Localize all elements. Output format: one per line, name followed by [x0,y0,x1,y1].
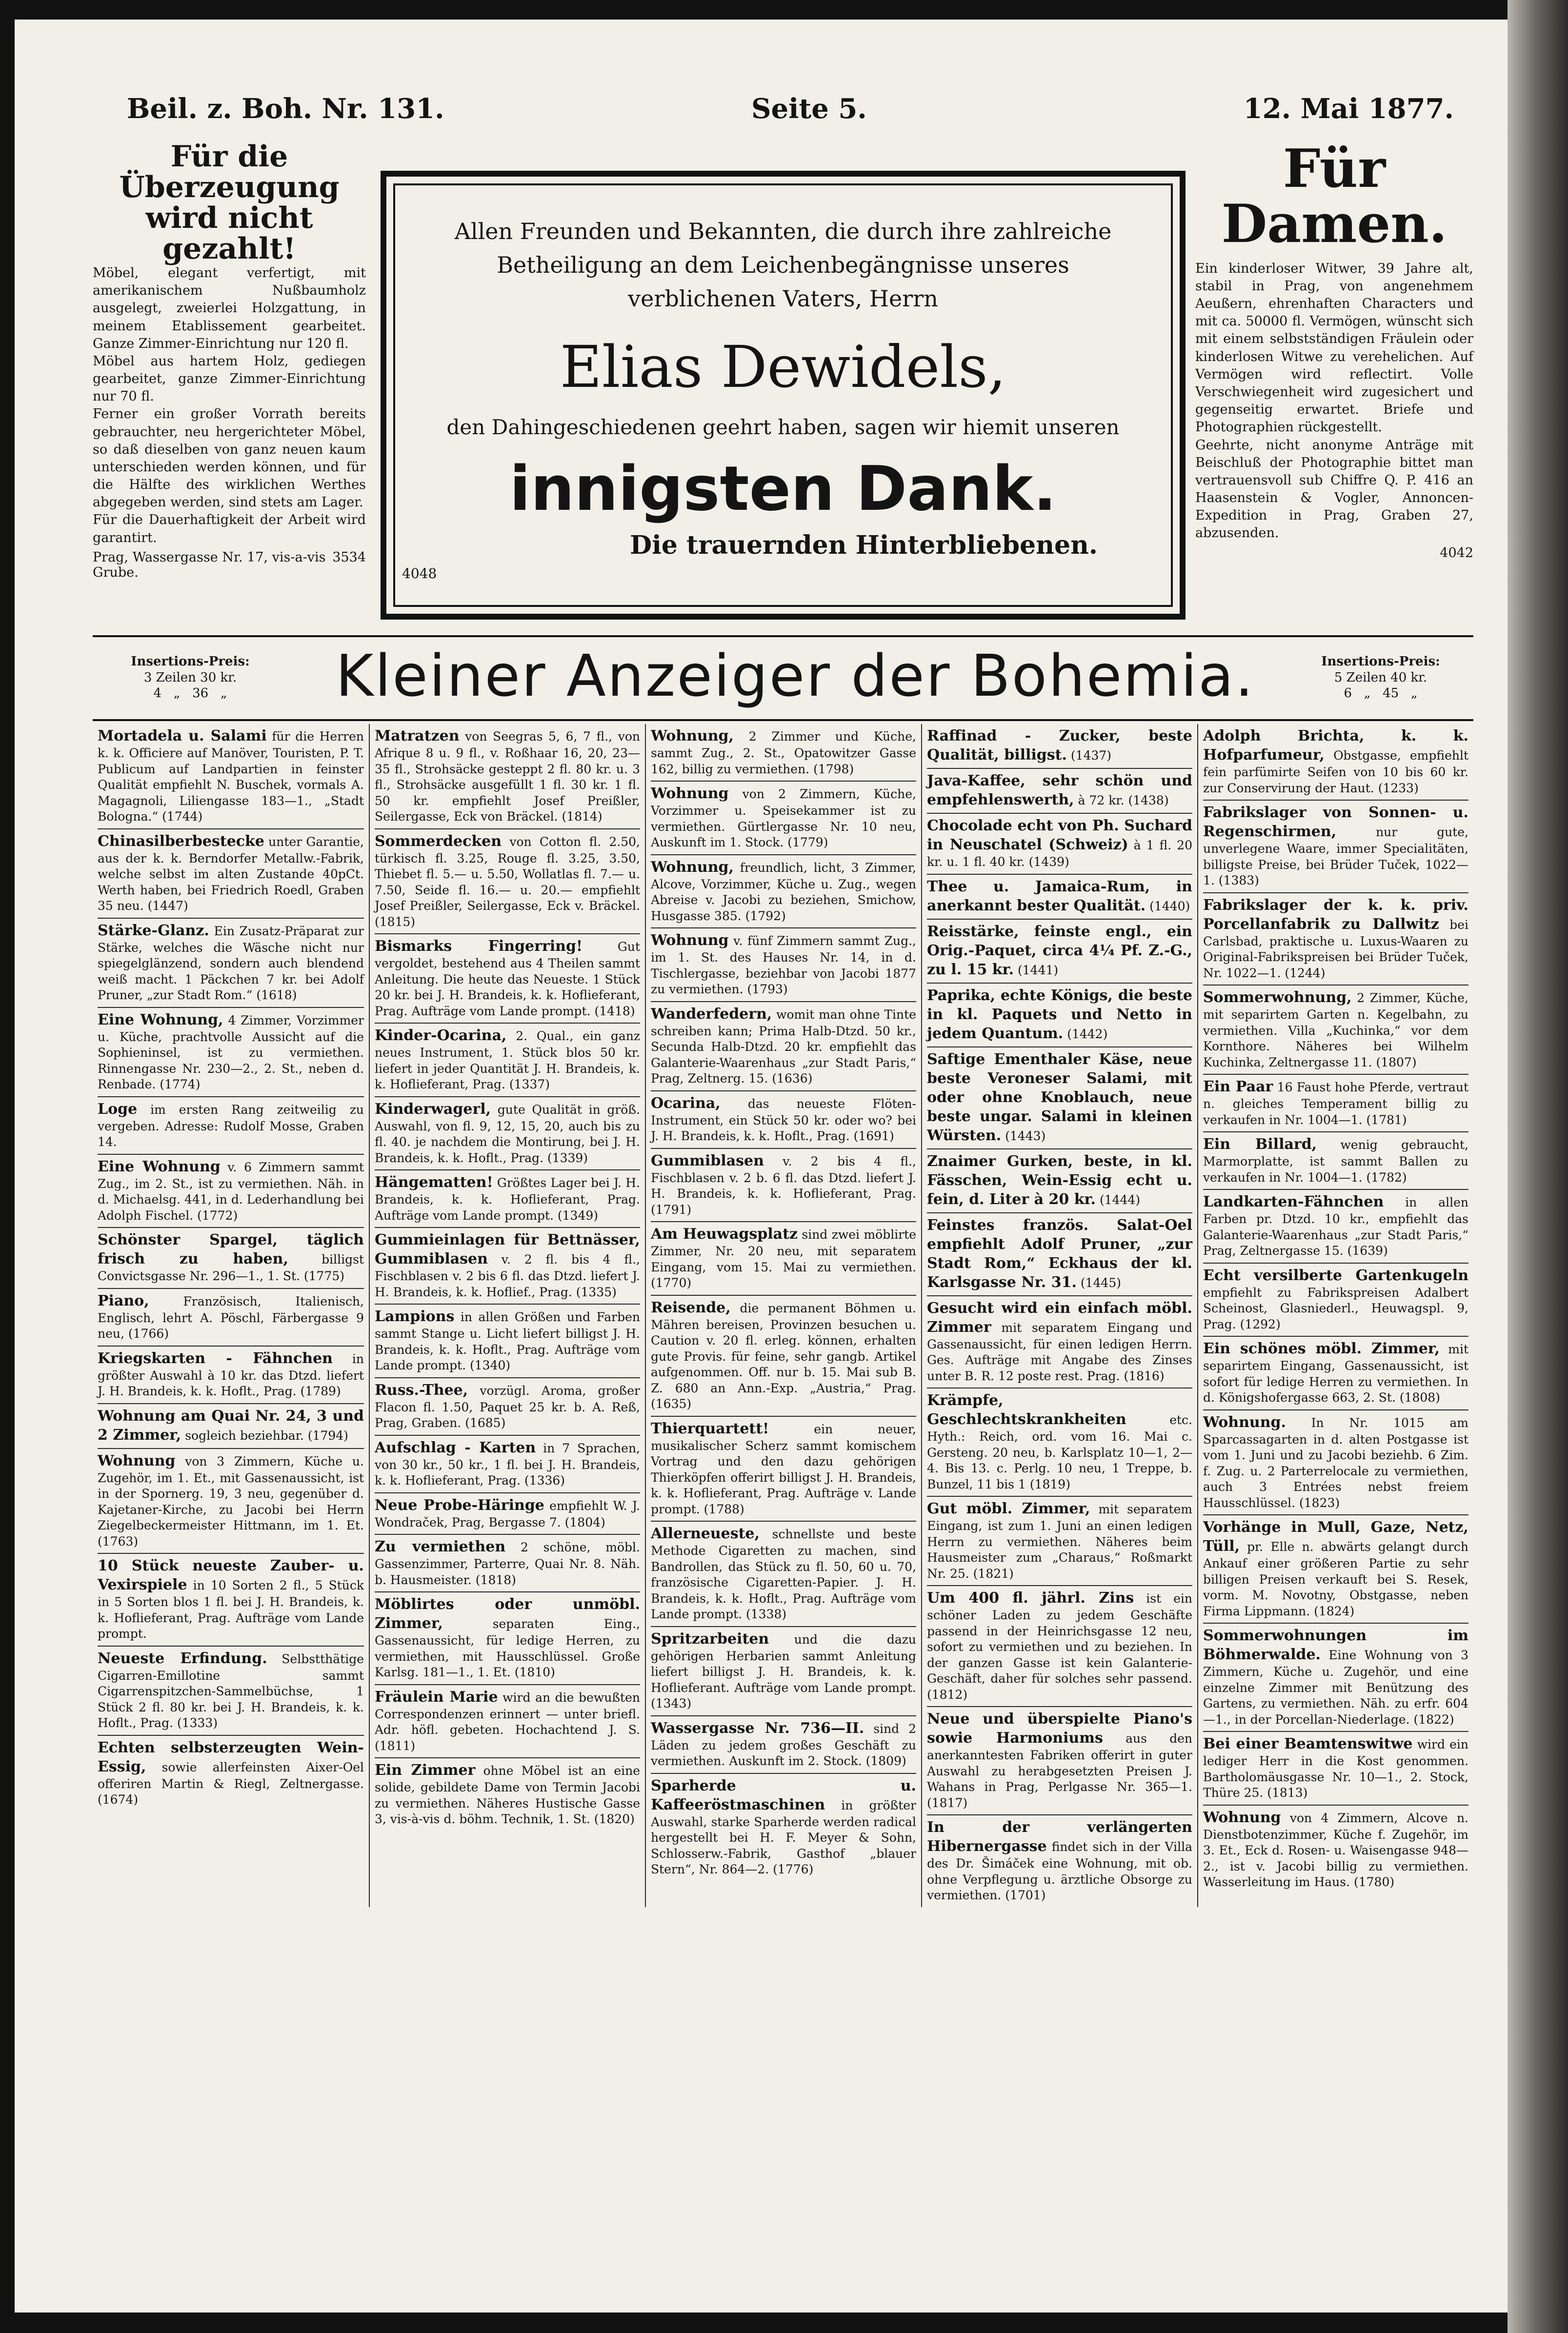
classified-ad [651,1149,916,1223]
ad-keyword: Ocarina, [651,1094,721,1112]
classified-ad [927,769,1192,814]
ad-text: wird an die bewußten Correspondenzen erinnert — unter briefl. Adr. höfl. gebeten. Hochachtend J. S. (1811) [375,1690,640,1753]
furniture-ad-code: 3534 [332,549,366,565]
ad-keyword: Chocolade echt von Ph. Suchard in Neuschatel (Schweiz) [927,817,1192,853]
section-rule-top [93,635,1473,637]
classified-ad [1203,985,1468,1075]
ad-keyword: Hängematten! [375,1174,493,1191]
ad-text: für die Herren k. k. Officiere auf Manöver, Touristen, P. T. Publicum auf Landpartien in feinster Qualität empfiehlt N. Buschek, vormals A. Magagnoli, Liliengasse 183—1., „Stadt Bologna.“ (1744) [98,729,364,824]
ad-keyword: Znaimer Gurken, beste, in kl. Fässchen, Wein-Essig echt u. fein, d. Liter à 20 kr. [927,1152,1192,1208]
ladies-ad-code: 4042 [1440,545,1473,561]
furniture-ad-heading: Für die Überzeugung wird nicht gezahlt! [119,140,340,266]
ad-text: von Cotton fl. 2.50, türkisch fl. 3.25, Rouge fl. 3.25, 3.50, Thiebet fl. 5.— u. 5.50, Wollatlas fl. 7.— u. 7.50, Seide fl. 16.— u. 20.— empfiehlt Josef Preißler, Seilergasse, Eck v. Bräckel. (1815) [375,834,640,929]
ad-text: v. 6 Zimmern sammt Zug., im 2. St., ist zu vermiethen. Näh. in d. Michaelsg. 441, in d. Lederhandlung bei Adolph Fischel. (1772) [98,1160,364,1223]
ad-keyword: Thierquartett! [651,1420,769,1437]
ad-keyword: Bei einer Beamtenswitwe [1203,1735,1413,1752]
ad-text: ist ein schöner Laden zu jedem Geschäfte passend in der Heinrichsgasse 12 neu, sofort zu vermiethen und zu beziehen. In der ganzen Gasse ist kein Galanterie-Geschäft, daher für solches sehr passend. (1812) [927,1591,1192,1702]
ad-keyword: Ein schönes möbl. Zimmer, [1203,1340,1440,1357]
ad-text: Ein Zusatz-Präparat zur Stärke, welches die Wäsche nicht nur spiegelglänzend, sondern auch blendend weiß macht. 1 Päckchen 7 kr. bei Adolf Pruner, „zur Stadt Rom.“ (1618) [98,924,364,1002]
ad-keyword: Thee u. Jamaica-Rum, in anerkannt bester Qualität. [927,878,1192,914]
furniture-ad-footer [93,550,366,580]
ad-column-3 [645,724,921,1907]
ad-text: Eine Wohnung von 3 Zimmern, Küche u. Zugehör, und eine einzelne Zimmer mit Benützung des Gartens, zu vermiethen. Näh. zu erfr. 604—1., in der Porcellan-Niederlage. (1822) [1203,1648,1468,1727]
ad-keyword: Lampions [375,1308,455,1325]
ad-keyword: Wohnung [1203,1809,1281,1826]
classified-ad [98,1155,364,1228]
ladies-ad-heading: Für Damen. [1221,138,1447,255]
ad-text: von Seegras 5, 6, 7 fl., von Afrique 8 u. 9 fl., v. Roßhaar 16, 20, 23—35 fl., Strohsäcke gesteppt 2 fl. 80 kr. u. 3 fl., Strohsäcke ausgefüllt 1 fl. 30 kr. 1 fl. 50 kr. empfiehlt Josef Preißler, Seilergasse, Eck von Bräckel. (1814) [375,729,640,824]
ad-text: womit man ohne Tinte schreiben kann; Prima Halb-Dtzd. 50 kr., Secunda Halb-Dtzd. 20 kr. empfiehlt das Galanterie-Waarenhaus „zur Stadt Paris,“ Prag, Zeltnerg. 15. (1636) [651,1007,916,1086]
classified-ad [98,1449,364,1554]
classified-ad [1203,1264,1468,1337]
ad-text: sind zwei möblirte Zimmer, Nr. 20 neu, mit separatem Eingang, vom 15. Mai zu vermiethen. (1770) [651,1227,916,1290]
thanks-notice-frame [393,183,1173,607]
ad-keyword: Möblirtes oder unmöbl. Zimmer, [375,1596,640,1632]
classified-ad [1203,801,1468,893]
notice-code: 4048 [402,565,437,582]
insertion-price-left-line2: 4 „ 36 „ [153,686,227,701]
ad-text: sowie allerfeinsten Aixer-Oel offeriren Martin & Riegl, Zeltnergasse. (1674) [98,1760,364,1807]
classified-ad [1203,1624,1468,1732]
newspaper-page [15,20,1508,2313]
ad-keyword: Wohnung [98,1452,176,1469]
issue-date: 12. Mai 1877. [1243,93,1454,125]
notice-signature: Die trauernden Hinterbliebenen. [630,530,1098,560]
ad-text: à 72 kr. (1438) [1078,793,1169,807]
classified-ad [1203,1337,1468,1410]
ad-column-5 [1197,724,1473,1907]
ad-text: v. 2 bis 4 fl., Fischblasen v. 2 b. 6 fl. das Dtzd. liefert J. H. Brandeis, k. k. Hoflieferant, Prag. (1791) [651,1154,916,1217]
ad-keyword: Gummiblasen [651,1152,764,1169]
ad-text: vorzügl. Aroma, großer Flacon fl. 1.50, Paquet 25 kr. b. A. Reß, Prag, Graben. (1685) [375,1383,640,1430]
ad-text: freundlich, licht, 3 Zimmer, Alcove, Vorzimmer, Küche u. Zug., wegen Abreise v. Jacobi zu beziehen, Smichow, Husgasse 385. (1792) [651,860,916,923]
ad-text: 2 schöne, möbl. Gassenzimmer, Parterre, Quai Nr. 8. Näh. b. Hausmeister. (1818) [375,1540,640,1587]
ad-keyword: Am Heuwagsplatz [651,1226,798,1243]
classified-ad [927,1707,1192,1815]
ad-text: Französisch, Italienisch, Englisch, lehrt A. Pöschl, Färbergasse 9 neu, (1766) [98,1294,364,1341]
ad-text: ein neuer, musikalischer Scherz sammt komischem Vortrag und den dazu gehörigen Thierköpfen offerirt billigst J. H. Brandeis, k. k. Hoflieferant, Prag. Aufträge v. Lande prompt. (1788) [651,1422,916,1516]
ad-text: billigst Convictsgasse Nr. 296—1., 1. St. (1775) [98,1252,364,1283]
ad-text: und die dazu gehörigen Herbarien sammt Anleitung liefert billigst J. H. Brandeis, k. k. Hoflieferant. Aufträge vom Lande prompt. (1343) [651,1632,917,1710]
classified-ad [375,1097,640,1171]
ad-keyword: Chinasilberbestecke [98,832,264,850]
classified-ad [375,724,640,829]
scan-edge [1508,0,1568,2333]
classified-ad [98,1647,364,1736]
ad-text: die permanent Böhmen u. Mähren bereisen, Provinzen besuchen u. Caution v. 20 fl. erleg. können, erhalten gute Provis. für feine, sehr gangb. Artikel aufgenommen. Off. nur b. 15. Mai sub B. Z. 680 an Ann.-Exp. „Austria,“ Prag. (1635) [651,1301,916,1411]
ad-keyword: Fabrikslager von Sonnen- u. Regenschirmen, [1203,804,1468,840]
ad-text: findet sich in der Villa des Dr. Šimáček eine Wohnung, mit ob. ohne Verpflegung u. ärztliche Obsorge zu vermiethen. (1701) [927,1840,1193,1902]
ad-text: empfiehlt zu Fabrikspreisen Adalbert Scheinost, Glasniederl., Heuwagspl. 9, Prag. (1292) [1203,1285,1468,1331]
classified-ad [927,875,1192,920]
ad-text: das neueste Flöten-Instrument, ein Stück 50 kr. oder wo? bei J. H. Brandeis, k. k. Hoflt., Prag. (1691) [651,1096,916,1143]
ad-keyword: Wanderfedern, [651,1005,772,1023]
ad-text: von 2 Zimmern, Küche, Vorzimmer u. Speisekammer ist zu vermiethen. Gürtlergasse Nr. 10 neu, Auskunft im 1. Stock. (1779) [651,787,916,849]
classified-ad [1203,1075,1468,1132]
insertion-price-right-line2: 6 „ 45 „ [1344,686,1418,701]
ad-keyword: Kinder-Ocarina, [375,1027,507,1044]
ad-text: Obstgasse, empfiehlt fein parfümirte Seifen von 10 bis 60 kr. zur Conservirung der Haut. (1233) [1203,748,1469,795]
furniture-ad-address: Prag, Wassergasse Nr. 17, vis-a-vis Grube. [93,549,326,580]
ad-keyword: Aufschlag - Karten [375,1439,536,1456]
ad-keyword: Echten selbsterzeugten Wein-Essig, [98,1739,364,1775]
ad-keyword: Mortadela u. Salami [98,727,267,744]
classified-ad [375,1228,640,1305]
classified-ad [927,1296,1192,1389]
ad-keyword: Wohnung, [651,727,734,744]
ad-keyword: Russ.-Thee, [375,1381,468,1399]
classified-ad [375,1436,640,1493]
ad-column-4 [921,724,1197,1907]
classified-ad [98,829,364,919]
classified-ad [1203,1190,1468,1264]
ad-text: gute Qualität in größ. Auswahl, von fl. 9, 12, 15, 20, auch bis zu fl. 40. je nachdem die Montirung, bei J. H. Brandeis, k. k. Hoflt., Prag. (1339) [375,1102,640,1165]
ad-text: in größter Auswahl, starke Sparherde werden radical hergestellt bei H. F. Meyer & Sohn, Schlosserw.-Fabrik, Gasthof „blauer Stern“, Nr. 864—2. (1776) [651,1798,917,1876]
ad-keyword: Loge [98,1100,138,1118]
ad-keyword: Sommerwohnungen im Böhmerwalde. [1203,1627,1468,1663]
ad-keyword: Ein Zimmer [375,1762,476,1779]
classified-ad [651,782,916,855]
ad-keyword: Bismarks Fingerring! [375,938,583,955]
ad-text: von 3 Zimmern, Küche u. Zugehör, im 1. Et., mit Gassenaussicht, ist in der Spornerg. 19, 3 neu, gegenüber d. Kajetaner-Kirche, zu Jacobi bei Herrn Ziegelbeckermeister Hittmann, im 1. Et. (1763) [98,1454,364,1549]
ad-text: 2 Zimmer, Küche, mit separirtem Garten n. Kegelbahn, zu vermiethen. Villa „Kuchinka,“ vor dem Kornthore. Näheres bei Wilhelm Kuchinka, Zeltnergasse 11. (1807) [1203,991,1468,1069]
classified-ad [927,1815,1192,1907]
ad-keyword: Raffinad - Zucker, beste Qualität, billigst. [927,727,1192,764]
ad-keyword: Saftige Ementhaler Käse, neue beste Veroneser Salami, mit oder ohne Knoblauch, neue beste ungar. Salami in kleinen Würsten. [927,1050,1192,1144]
classified-ad [651,1222,916,1296]
classified-ad [651,1417,916,1522]
classified-ads [93,724,1473,1907]
classified-ad [651,1522,916,1627]
ad-column-1 [93,724,369,1907]
ad-keyword: Paprika, echte Königs, die beste in kl. Paquets und Netto in jedem Quantum. [927,986,1192,1042]
ad-keyword: Sommerwohnung, [1203,989,1352,1006]
classified-ad [651,1627,916,1716]
classified-ad [98,1097,364,1155]
classified-ad [375,1592,640,1685]
ad-text: sind 2 Läden zu jedem großes Geschäft zu vermiethen. Auskunft im 2. Stock. (1809) [651,1721,916,1768]
ad-text: etc. Hyth.: Reich, ord. vom 16. Mai c. Gersteng. 20 neu, b. Karlsplatz 10—1, 2—4. Bis 13. c. Perlg. 10 neu, 1 Treppe, b. Bunzel, 11 bis 1 (1819) [927,1413,1192,1491]
ad-text: (1442) [1067,1026,1108,1041]
insertion-price-right-line1: 5 Zeilen 40 kr. [1334,670,1427,685]
ad-keyword: Wohnung. [1203,1413,1286,1431]
notice-thanks: innigsten Dank. [509,453,1057,524]
classified-ad [927,920,1192,984]
ad-text: 2 Zimmer und Küche, sammt Zug., 2. St., Opatowitzer Gasse 162, billig zu vermiethen. (1798) [651,729,916,776]
ad-text: nur gute, unverlegene Waare, immer Specialitäten, billigste Preise, bei Brüder Tuček, 1022—1. (1383) [1203,825,1468,887]
classified-ad [375,1305,640,1378]
ad-keyword: Wohnung am Quai Nr. 24, 3 und 2 Zimmer, [98,1407,364,1444]
ad-keyword: Zu vermiethen [375,1538,506,1555]
ad-text: in 7 Sprachen, von 30 kr., 50 kr., 1 fl. bei J. H. Brandeis, k. k. Hoflieferant, Prag. (1336) [375,1441,640,1488]
ad-keyword: Kriegskarten - Fähnchen [98,1349,333,1367]
ad-text: 16 Faust hohe Pferde, vertraut n. gleiches Temperament billig zu verkaufen in Nr. 1004—1. (1781) [1203,1080,1468,1127]
issue-label: Beil. z. Boh. Nr. 131. [127,93,444,125]
ad-text: pr. Elle n. abwärts gelangt durch Ankauf einer größeren Partie zu sehr billigen Preisen verkauft bei S. Resek, vorm. M. Novotny, Obstgasse, neben Firma Lippmann. (1824) [1203,1540,1468,1618]
ad-keyword: Eine Wohnung, [98,1011,223,1028]
classified-ad [375,829,640,935]
ad-keyword: Sparherde u. Kaffeeröstmaschinen [651,1777,916,1813]
ad-keyword: Neue Probe-Häringe [375,1496,544,1514]
ad-keyword: Vorhänge in Mull, Gaze, Netz, Tüll, [1203,1519,1468,1555]
ad-text: bei Carlsbad, praktische u. Luxus-Waaren zu Original-Fabrikspreisen bei Brüder Tuček, Nr. 1022—1. (1244) [1203,917,1468,980]
classified-ad [1203,1515,1468,1624]
classified-ad [927,1388,1192,1497]
ad-keyword: Schönster Spargel, täglich frisch zu haben, [98,1231,364,1267]
classified-ad [1203,893,1468,986]
ad-keyword: Gut möbl. Zimmer, [927,1500,1090,1517]
ad-keyword: 10 Stück neueste Zauber- u. Vexirspiele [98,1557,364,1593]
ad-text: empfiehlt W. J. Wondraček, Prag, Bergasse 7. (1804) [375,1498,640,1529]
classified-ad [375,1758,640,1831]
ad-keyword: Reisstärke, feinste engl., ein Orig.-Paquet, circa 4¼ Pf. Z.-G., zu l. 15 kr. [927,923,1192,978]
furniture-ad [93,141,366,639]
ad-text: separaten Eing., Gassenaussicht, für ledige Herren, zu vermiethen, mit Hausschlüssel. Große Karlsg. 181—1., 1. Et. (1810) [375,1617,640,1679]
ad-text: sogleich beziehbar. (1794) [185,1428,348,1443]
ad-text: in allen Farben pr. Dtzd. 10 kr., empfiehlt das Galanterie-Waarenhaus „zur Stadt Paris,“ Prag, Zeltnergasse 15. (1639) [1203,1195,1468,1258]
notice-deceased-name: Elias Dewidels, [560,333,1006,401]
ad-text: im ersten Rang zeitweilig zu vergeben. Adresse: Rudolf Mosse, Graben 14. [98,1102,364,1149]
ad-text: In Nr. 1015 am Sparcassagarten in d. alten Postgasse ist vom 1. Juni und zu Jacobi beziehb. 6 Zim. f. Zug. u. 2 Parterrelocale zu vermiethen, auch 3 Entrées nebst freiem Hausschlüssel. (1823) [1203,1415,1469,1510]
ad-keyword: Neueste Erfindung. [98,1649,267,1667]
ad-text: (1441) [1018,963,1059,977]
ad-keyword: Gummieinlagen für Bettnässer, Gummiblasen [375,1231,640,1267]
ad-text: 4 Zimmer, Vorzimmer u. Küche, prachtvolle Aussicht auf die Sophieninsel, ist zu vermiethen. Rinnengasse Nr. 230—2., 2. St., neben d. Renbade. (1774) [98,1013,364,1091]
page-header [127,93,1454,132]
ad-text: (1437) [1070,748,1112,763]
classified-ad [375,1535,640,1592]
classified-ad [651,724,916,782]
classified-ad [98,724,364,829]
ad-text: (1445) [1080,1275,1121,1290]
classified-ad [98,1008,364,1097]
ad-keyword: Fräulein Marie [375,1688,498,1706]
ad-text: in größter Auswahl à 10 kr. das Dtzd. liefert J. H. Brandeis, k. k. Hoflt., Prag. (1789) [98,1351,364,1398]
ad-keyword: Wohnung [651,932,729,949]
ad-text: Größtes Lager bei J. H. Brandeis, k. k. Hoflieferant, Prag. Aufträge vom Lande prompt. (1349) [375,1176,640,1223]
classified-ad [98,1736,364,1811]
ad-keyword: Krämpfe, Geschlechtskrankheiten [927,1392,1126,1428]
classified-ad [375,1170,640,1228]
insertion-price-left [98,654,283,702]
classified-ad [927,814,1192,875]
classified-ad [651,928,916,1002]
ad-keyword: Matratzen [375,727,460,744]
ad-keyword: In der verlängerten Hibernergasse [927,1819,1192,1855]
ad-keyword: Ein Paar [1203,1078,1273,1095]
classified-ad [651,1296,916,1417]
ad-text: mit separirtem Eingang, Gassenaussicht, ist sofort für ledige Herren zu vermiethen. In d. Königshofergasse 663, 2. St. (1808) [1203,1342,1468,1405]
ad-text: unter Garantie, aus der k. k. Berndorfer Metallw.-Fabrik, welche selbst im alten Zustande 40pCt. Werth haben, bei Friedrich Roedl, Graben 35 neu. (1447) [98,834,364,913]
ad-keyword: Echt versilberte Gartenkugeln [1203,1267,1468,1284]
ad-text: (1443) [1005,1128,1046,1143]
ad-column-2 [369,724,645,1907]
classified-ad [375,934,640,1024]
insertion-price-right [1288,654,1473,702]
thanks-notice [381,171,1186,620]
ad-text: von 4 Zimmern, Alcove n. Dienstbotenzimmer, Küche f. Zugehör, im 3. Et., Eck d. Rosen- u. Waisengasse 948—2., ist v. Jacobi billig zu vermiethen. Wasserleitung im Haus. (1780) [1203,1810,1468,1889]
section-title: Kleiner Anzeiger der Bohemia. [336,642,1255,709]
classified-ad [927,1213,1192,1296]
classified-ad [98,1404,364,1449]
classified-ad [927,984,1192,1047]
ad-text: in 10 Sorten 2 fl., 5 Stück in 5 Sorten blos 1 fl. bei J. H. Brandeis, k. k. Hoflieferant, Prag. Aufträge vom Lande prompt. [98,1578,364,1641]
classified-ad [651,1716,916,1774]
ad-text: mit separatem Eingang, ist zum 1. Juni an einen ledigen Herrn zu vermiethen. Näheres beim Hausmeister zum „Charaus,“ Roßmarkt Nr. 25. (1821) [927,1502,1192,1581]
ad-text: 2. Qual., ein ganz neues Instrument, 1. Stück blos 50 kr. liefert in jeder Quantität J. H. Brandeis, k. k. Hoflieferant, Prag. (1337) [375,1029,641,1091]
ad-text: in allen Größen und Farben sammt Stange u. Licht liefert billigst J. H. Brandeis, k. k. Hoflt., Prag. Aufträge vom Lande prompt. (1340) [375,1310,640,1372]
classified-ad [1203,1410,1468,1516]
classified-ad [375,1493,640,1535]
ad-text: ohne Möbel ist an eine solide, gebildete Dame von Termin Jacobi zu vermiethen. Näheres Hustische Gasse 3, vis-à-vis d. böhm. Technik, 1. St. (1820) [375,1764,641,1826]
ad-text: Gut vergoldet, bestehend aus 4 Theilen sammt Anleitung. Die heute das Neueste. 1 Stück 20 kr. bei J. H. Brandeis, k. k. Hoflieferant, Prag. Aufträge vom Lande prompt. (1418) [375,940,640,1018]
ad-keyword: Reisende, [651,1299,731,1316]
ad-keyword: Kinderwagerl, [375,1100,491,1118]
classified-ad [375,1024,640,1097]
ad-keyword: Stärke-Glanz. [98,922,209,939]
section-rule-bottom [93,719,1473,721]
classified-ad [651,1774,916,1881]
classified-ad [98,1289,364,1347]
classified-ad [98,1554,364,1647]
page-number: Seite 5. [751,93,867,125]
ladies-ad-text: Ein kinderloser Witwer, 39 Jahre alt, stabil in Prag, von angenehmem Aeußern, ehrenhaften Characters und mit ca. 50000 fl. Vermögen, wünscht sich mit einem selbstständigen Fräulein oder kinderlosen Witwe zu verehelichen. Auf Vermögen wird reflectirt. Volle Verschwiegenheit wird zugesichert und gegenseitig erwartet. Briefe und Photographien rückgestellt. Geehrte, nicht anonyme Anträge mit Beischluß der Photographie bittet man vertrauensvoll sub Chiffre Q. P. 416 an Haasenstein & Vogler, Annoncen-Expedition in Prag, Graben 27, abzusenden. [1195,261,1473,541]
ad-keyword: Eine Wohnung [98,1158,221,1175]
ad-keyword: Java-Kaffee, sehr schön und empfehlenswerth, [927,772,1192,808]
ad-text: wird ein lediger Herr in die Kost genommen. Bartholomäusgasse Nr. 10—1., 2. Stock, Thüre 25. (1813) [1203,1737,1468,1800]
classified-ad [375,1685,640,1759]
notice-intro: Allen Freunden und Bekannten, die durch ihre zahlreiche Betheiligung an dem Leichenbegängnisse unseres verblichenen Vaters, Herrn [454,218,1112,312]
furniture-ad-text: Möbel, elegant verfertigt, mit amerikanischem Nußbaumholz ausgelegt, zweierlei Holzgattung, in meinem Etablissement gearbeitet. Ganze Zimmer-Einrichtung nur 120 fl. Möbel aus hartem Holz, gediegen gearbeitet, ganze Zimmer-Einrichtung nur 70 fl. Ferner ein großer Vorrath bereits gebrauchter, neu hergerichteter Möbel, so daß dieselben von ganz neuen kaum unterschieden werden können, und für die Hälfte des wirklichen Werthes abgegeben werden, sind stets am Lager. Für die Dauerhaftigkeit der Arbeit wird garantirt. [93,265,366,545]
ladies-ad [1195,138,1473,639]
classified-ad [1203,1132,1468,1190]
classified-ad [927,1149,1192,1213]
ad-keyword: Wassergasse Nr. 736—II. [651,1719,864,1737]
ad-keyword: Ein Billard, [1203,1136,1317,1153]
ladies-ad-footer [1195,545,1473,561]
ad-text: schnellste und beste Methode Cigaretten zu machen, sind Bandrollen, das Stück zu fl. 50, 60 u. 70, französische Cigaretten-Papier. J. H. Brandeis, k. k. Hoflt., Prag. Aufträge vom Lande prompt. (1338) [651,1527,916,1621]
ad-keyword: Adolph Brichta, k. k. Hofparfumeur, [1203,727,1468,764]
insertion-price-left-title: Insertions-Preis: [131,654,250,669]
insertion-price-left-line1: 3 Zeilen 30 kr. [143,670,237,685]
classified-ad [98,1228,364,1289]
notice-line2: den Dahingeschiedenen geehrt haben, sagen wir hiemit unseren [446,415,1120,439]
ad-text: wenig gebraucht, Marmorplatte, ist sammt Ballen zu verkaufen in Nr. 1004—1. (1782) [1203,1138,1468,1185]
classified-ad [1203,1806,1468,1894]
insertion-price-right-title: Insertions-Preis: [1321,654,1440,669]
ad-text: (1440) [1149,899,1190,913]
classified-ad [98,919,364,1008]
classified-ad [651,1002,916,1091]
ad-keyword: Allerneueste, [651,1525,760,1542]
classified-ad [927,1497,1192,1586]
ad-keyword: Feinstes französ. Salat-Oel empfiehlt Adolf Pruner, „zur Stadt Rom,“ Eckhaus der kl. Karlsgasse Nr. 31. [927,1216,1192,1291]
ad-text: Selbstthätige Cigarren-Emillotine sammt Cigarrenspitzchen-Sammelbüchse, 1 Stück 2 fl. 80 kr. bei J. H. Brandeis, k. k. Hoflt., Prag. (1333) [98,1651,364,1730]
ad-keyword: Wohnung [651,785,729,802]
classified-ad [927,1047,1192,1149]
ad-keyword: Neue und überspielte Piano's sowie Harmoniums [927,1710,1192,1747]
ad-keyword: Wohnung, [651,858,734,876]
ad-text: (1444) [1099,1192,1141,1207]
ad-text: v. 2 fl. bis 4 fl., Fischblasen v. 2 bis 6 fl. das Dtzd. liefert J. H. Brandeis, k. k. Hoflief., Prag. (1335) [375,1252,640,1299]
classified-ad [98,1347,364,1404]
classified-ad [651,855,916,929]
ad-text: aus den anerkanntesten Fabriken offerirt in guter Auswahl zu herabgesetzten Preisen J. Wahans in Prag, Perlgasse Nr. 365—1. (1817) [927,1731,1192,1810]
ad-text: v. fünf Zimmern sammt Zug., im 1. St. des Hauses Nr. 14, in d. Tischlergasse, beziehbar von Jacobi 1877 zu vermiethen. (1793) [651,934,916,996]
classified-ad [927,724,1192,769]
ad-keyword: Landkarten-Fähnchen [1203,1193,1384,1210]
ad-text: à 1 fl. 20 kr. u. 1 fl. 40 kr. (1439) [927,838,1192,869]
classified-ad [651,1091,916,1149]
classified-ad [1203,1732,1468,1806]
classified-ad [1203,724,1468,801]
classified-ad [375,1378,640,1436]
ad-keyword: Um 400 fl. jährl. Zins [927,1589,1134,1607]
ad-text: mit separatem Eingang und Gassenaussicht, für einen ledigen Herrn. Ges. Aufträge mit Angabe des Zinses unter B. R. 12 poste rest. Prag. (1816) [927,1320,1192,1383]
classified-ad [927,1586,1192,1707]
ad-keyword: Sommerdecken [375,832,502,850]
ad-keyword: Fabrikslager der k. k. priv. Porcellanfabrik zu Dallwitz [1203,896,1468,933]
ad-keyword: Piano, [98,1292,149,1309]
ad-keyword: Gesucht wird ein einfach möbl. Zimmer [927,1299,1192,1336]
ad-keyword: Spritzarbeiten [651,1630,769,1648]
